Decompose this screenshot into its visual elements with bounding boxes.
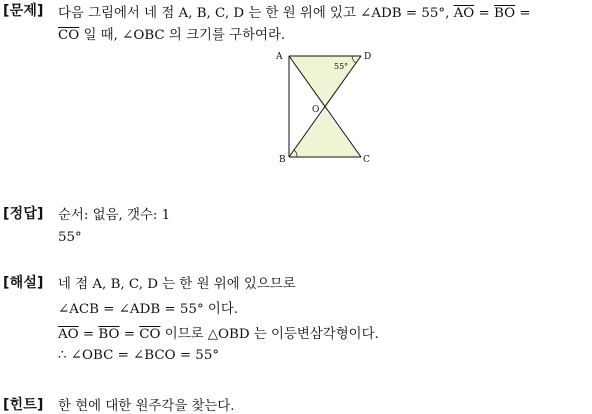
segment-co: $\overline{CO}$ (139, 327, 161, 342)
explanation-line-3-text: 이므로 △OBD 는 이등변삼각형이다. (160, 327, 379, 342)
angle-label: 55° (334, 62, 349, 71)
point-a-label: A (276, 52, 283, 62)
equals-sign: = (78, 327, 99, 342)
bowtie-diagram (270, 48, 380, 168)
problem-line-1-text: 다음 그림에서 네 점 A, B, C, D 는 한 원 위에 있고 ∠ADB = 55°, (58, 6, 454, 21)
segment-ao: $\overline{AO}$ (453, 6, 475, 21)
triangle-aod (289, 56, 361, 110)
answer-label: [정답] (3, 206, 44, 222)
explanation-line-1: 네 점 A, B, C, D 는 한 원 위에 있으므로 (58, 277, 296, 292)
point-b-label: B (279, 155, 286, 165)
point-d-label: D (364, 52, 372, 62)
problem-line-1 (58, 2, 531, 21)
equals-sign: = (515, 6, 531, 21)
segment-bo: $\overline{BO}$ (98, 327, 120, 342)
explanation-line-4: ∴ ∠OBC = ∠BCO = 55° (58, 348, 220, 363)
triangle-boc (289, 110, 361, 157)
point-c-label: C (363, 155, 370, 165)
explanation-line-2: ∠ACB = ∠ADB = 55° 이다. (58, 302, 239, 317)
problem-line-2 (58, 24, 285, 43)
equals-sign: = (474, 6, 494, 21)
point-o-label: O (312, 105, 320, 115)
answer-line-2: 55° (58, 230, 82, 245)
problem-line-2-text: 일 때, ∠OBC 의 크기를 구하여라. (79, 28, 286, 43)
problem-label: [문제] (3, 3, 44, 19)
segment-ao: $\overline{AO}$ (58, 327, 79, 342)
hint-label: [힌트] (3, 397, 44, 413)
segment-co: $\overline{CO}$ (58, 28, 80, 43)
geometry-figure (270, 48, 380, 172)
equals-sign: = (119, 327, 140, 342)
explanation-label: [해설] (3, 275, 44, 291)
segment-bo: $\overline{BO}$ (494, 6, 516, 21)
answer-line-1: 순서: 없음, 갯수: 1 (58, 208, 171, 223)
explanation-line-3 (58, 323, 379, 342)
hint-line-1: 한 현에 대한 원주각을 찾는다. (58, 399, 235, 414)
